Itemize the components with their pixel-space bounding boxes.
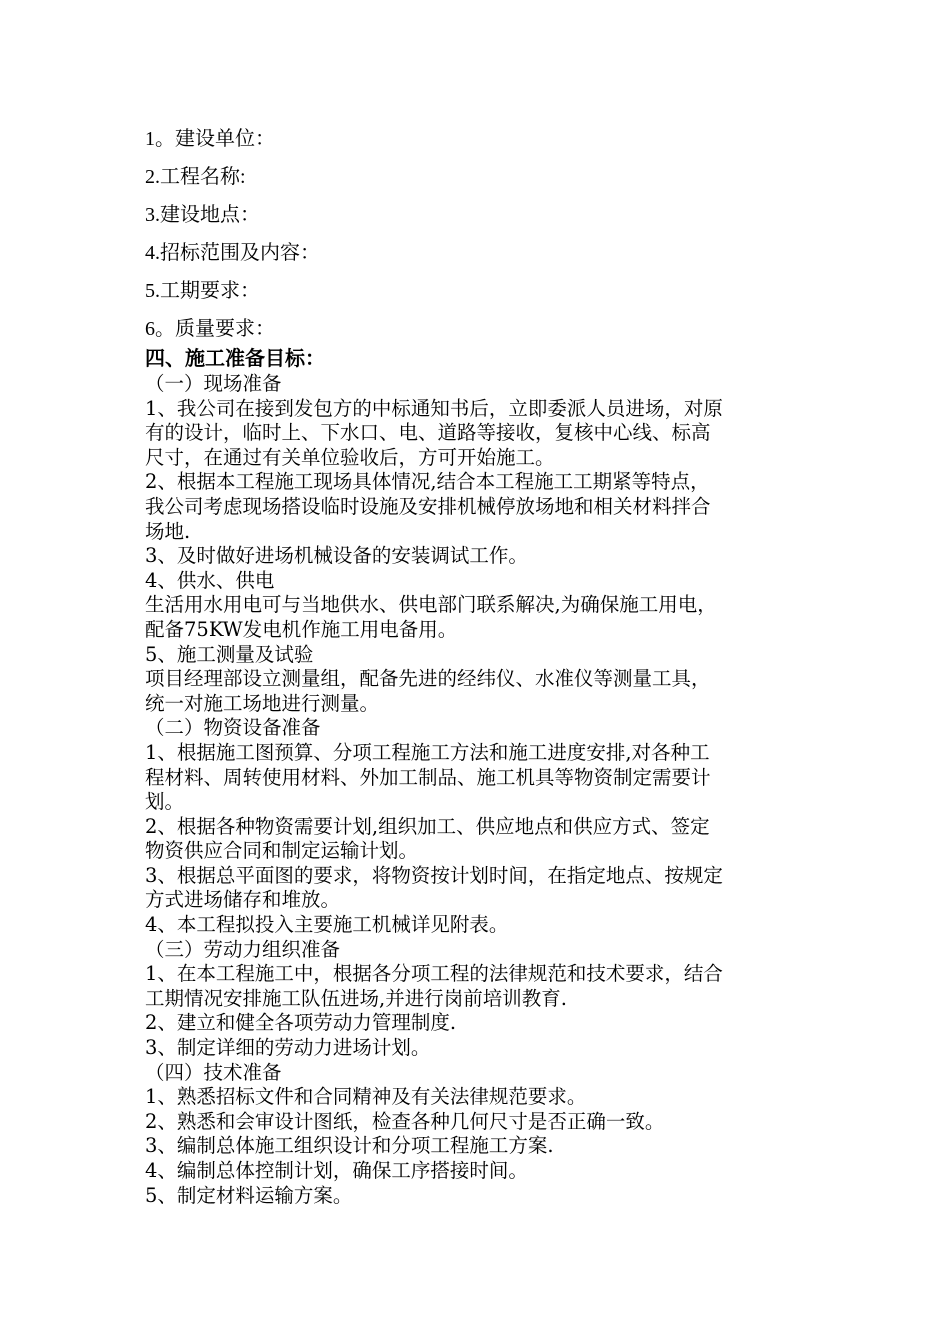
paragraph-line: 2、建立和健全各项劳动力管理制度. — [145, 1011, 457, 1035]
paragraph-line: 4、编制总体控制计划，确保工序搭接时间。 — [145, 1159, 528, 1182]
subsection-heading-materials: （二）物资设备准备 — [145, 716, 321, 740]
paragraph-line: 统一对施工场地进行测量。 — [145, 691, 380, 715]
paragraph-line: 我公司考虑现场搭设临时设施及安排机械停放场地和相关材料拌合 — [145, 494, 711, 518]
paragraph-line: 配备75KW发电机作施工用电备用。 — [145, 617, 458, 641]
paragraph-line: 1、熟悉招标文件和合同精神及有关法律规范要求。 — [145, 1085, 587, 1109]
paragraph-line: 1、根据施工图预算、分项工程施工方法和施工进度安排,对各种工 — [145, 740, 710, 764]
paragraph-line: 1、在本工程施工中，根据各分项工程的法律规范和技术要求，结合 — [145, 962, 723, 986]
paragraph-line: 1、我公司在接到发包方的中标通知书后，立即委派人员进场，对原 — [145, 396, 723, 420]
paragraph-line: 3、编制总体施工组织设计和分项工程施工方案. — [145, 1134, 554, 1158]
paragraph-line: 物资供应合同和制定运输计划。 — [145, 839, 419, 863]
paragraph-line: 程材料、周转使用材料、外加工制品、施工机具等物资制定需要计 — [145, 765, 711, 789]
paragraph-line: 项目经理部设立测量组，配备先进的经纬仪、水准仪等测量工具， — [145, 667, 711, 691]
section-heading: 四、施工准备目标： — [145, 346, 325, 370]
preparation-section — [145, 345, 810, 1208]
project-info-list — [145, 120, 825, 348]
subsection-heading-labor: （三）劳动力组织准备 — [145, 937, 341, 961]
paragraph-line: 方式进场储存和堆放。 — [145, 888, 341, 912]
subsection-heading-site: （一）现场准备 — [145, 372, 282, 395]
info-tender-scope: 4.招标范围及内容： — [145, 242, 320, 264]
info-schedule: 5.工期要求： — [145, 280, 260, 302]
paragraph-line: 4、本工程拟投入主要施工机械详见附表。 — [145, 913, 509, 937]
paragraph-line: 生活用水用电可与当地供水、供电部门联系解决,为确保施工用电， — [145, 593, 717, 617]
info-quality: 6。质量要求： — [145, 318, 275, 340]
paragraph-line: 场地. — [145, 519, 191, 543]
paragraph-line: 3、根据总平面图的要求，将物资按计划时间，在指定地点、按规定 — [145, 863, 723, 887]
paragraph-line: 2、熟悉和会审设计图纸，检查各种几何尺寸是否正确一致。 — [145, 1109, 665, 1133]
info-construction-unit: 1。建设单位： — [145, 128, 275, 150]
paragraph-line: 2、根据本工程施工现场具体情况,结合本工程施工工期紧等特点， — [145, 470, 710, 494]
paragraph-line: 5、制定材料运输方案。 — [145, 1183, 353, 1207]
paragraph-line: 3、制定详细的劳动力进场计划。 — [145, 1036, 431, 1060]
paragraph-line: 3、及时做好进场机械设备的安装调试工作。 — [145, 544, 528, 568]
info-construction-site: 3.建设地点： — [145, 204, 260, 226]
subsection-heading-technical: （四）技术准备 — [145, 1060, 282, 1084]
paragraph-line: 划。 — [145, 790, 185, 814]
paragraph-line: 有的设计，临时上、下水口、电、道路等接收，复核中心线、标高 — [145, 421, 711, 445]
paragraph-line: 工期情况安排施工队伍进场,并进行岗前培训教育. — [145, 986, 567, 1010]
paragraph-line: 5、施工测量及试验 — [145, 642, 314, 666]
paragraph-line: 尺寸，在通过有关单位验收后，方可开始施工。 — [145, 445, 555, 469]
paragraph-line: 2、根据各种物资需要计划,组织加工、供应地点和供应方式、签定 — [145, 814, 710, 838]
info-project-name: 2.工程名称: — [145, 166, 246, 188]
paragraph-line: 4、供水、供电 — [145, 568, 275, 592]
